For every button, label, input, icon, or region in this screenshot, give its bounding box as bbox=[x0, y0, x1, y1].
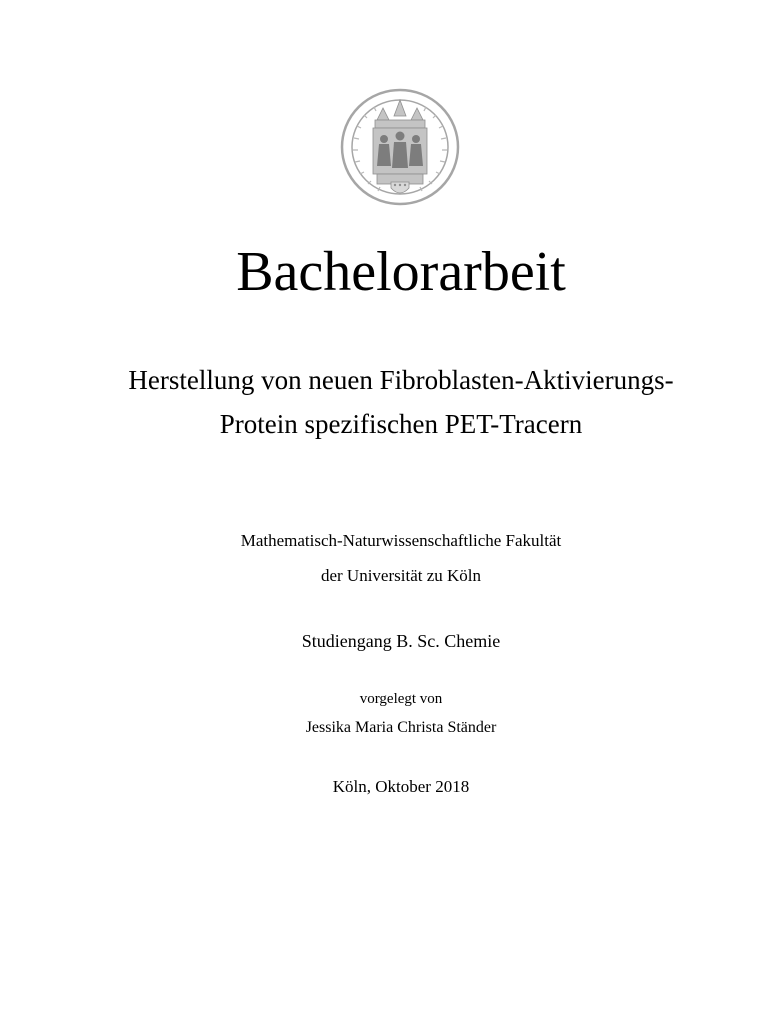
place-and-date: Köln, Oktober 2018 bbox=[332, 777, 470, 796]
submitted-by-label: vorgelegt von bbox=[359, 691, 443, 707]
thesis-subtitle-line-2: Protein spezifischen PET-Tracern bbox=[219, 409, 583, 439]
author-name: Jessika Maria Christa Ständer bbox=[305, 719, 497, 736]
faculty-line-1: Mathematisch-Naturwissenschaftliche Fakultät bbox=[240, 531, 562, 550]
thesis-subtitle-line-1: Herstellung von neuen Fibroblasten-Aktivierungs- bbox=[128, 365, 674, 395]
university-seal-icon bbox=[337, 86, 463, 208]
document-title: Bachelorarbeit bbox=[236, 241, 566, 303]
study-program: Studiengang B. Sc. Chemie bbox=[301, 631, 501, 651]
faculty-line-2: der Universität zu Köln bbox=[320, 566, 482, 585]
